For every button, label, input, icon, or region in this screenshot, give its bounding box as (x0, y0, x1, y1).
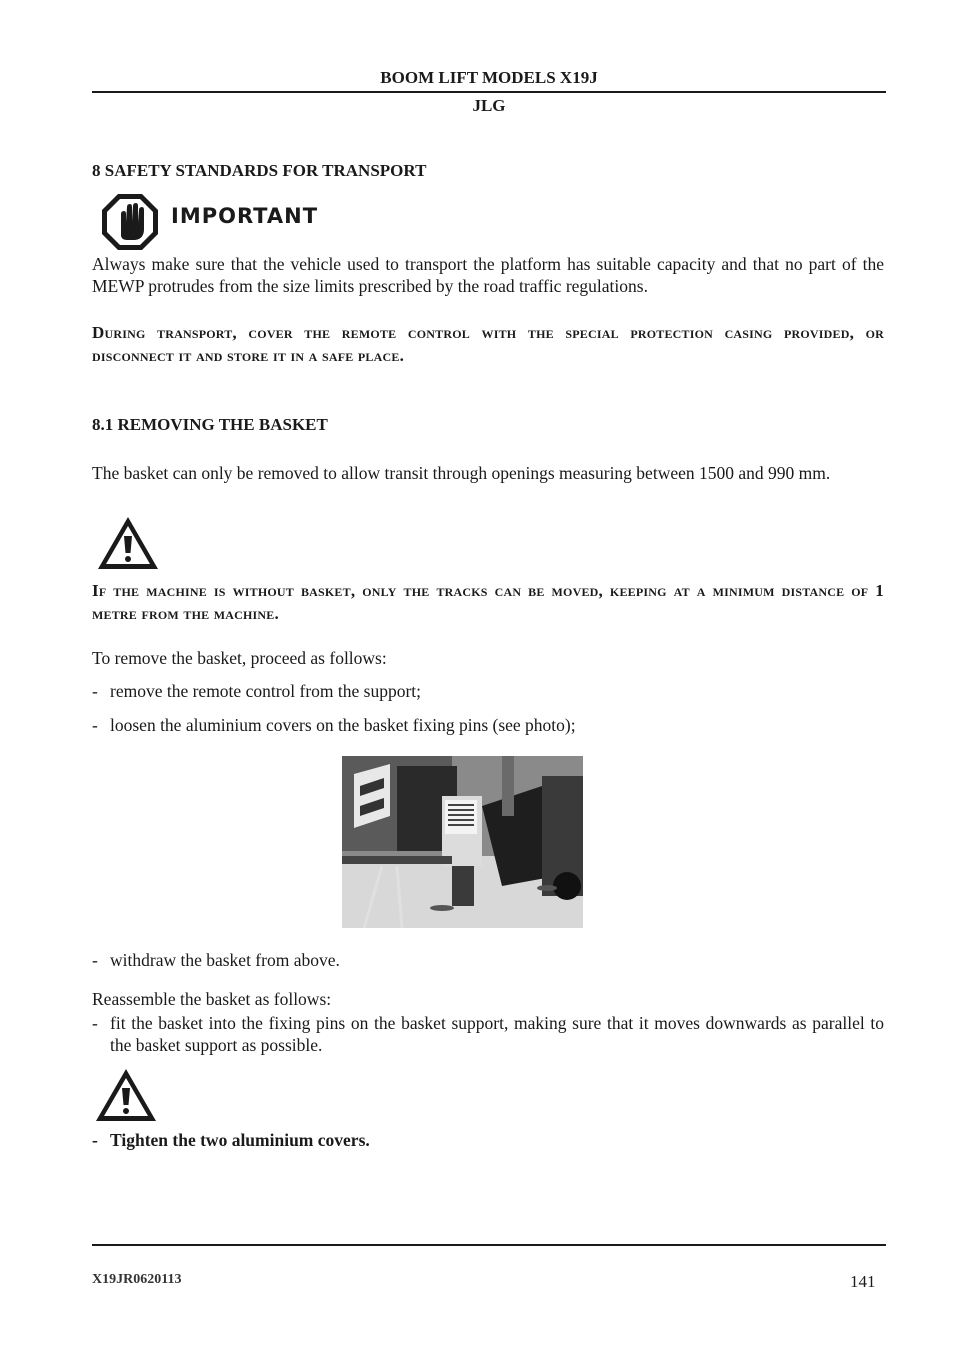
transport-notice: During transport, cover the remote control with the special protection casing provided, or disconnect it and store it in a safe place. (92, 323, 884, 365)
list-item-text: remove the remote control from the support; (110, 681, 422, 701)
basket-warning: If the machine is without basket, only the tracks can be moved, keeping at a minimum distance of 1 metre from the machine. (92, 581, 884, 623)
list-item-text: fit the basket into the fixing pins on the basket support, making sure that it moves downwards as parallel to the basket support as possible. (110, 1013, 884, 1055)
document-header-brand: JLG (472, 96, 506, 115)
footer-rule (92, 1244, 886, 1246)
list-item: - loosen the aluminium covers on the basket fixing pins (see photo); (92, 714, 884, 736)
section-heading: 8 SAFETY STANDARDS FOR TRANSPORT (92, 161, 427, 180)
header-rule (92, 91, 886, 93)
list-item-text: Tighten the two aluminium covers. (110, 1130, 370, 1150)
transport-paragraph: Always make sure that the vehicle used to transport the platform has suitable capacity and that no part of the MEWP protrudes from the size limits prescribed by the road traffic regulations. (92, 254, 884, 296)
basket-paragraph: The basket can only be removed to allow transit through openings measuring between 1500 and 990 mm. (92, 463, 831, 483)
warning-icon (96, 515, 160, 571)
page-number: 141 (850, 1272, 876, 1291)
reassemble-intro: Reassemble the basket as follows: (92, 989, 332, 1009)
list-item: - Tighten the two aluminium covers. (92, 1129, 884, 1151)
document-header-title: BOOM LIFT MODELS X19J (380, 68, 598, 87)
important-label: IMPORTANT (171, 204, 319, 228)
warning-icon (94, 1067, 158, 1123)
list-item-text: withdraw the basket from above. (110, 950, 340, 970)
stop-hand-icon (100, 192, 160, 252)
list-item: - withdraw the basket from above. (92, 949, 884, 971)
basket-support-photo (342, 756, 583, 928)
list-item-text: loosen the aluminium covers on the basket fixing pins (see photo); (110, 715, 576, 735)
removal-intro: To remove the basket, proceed as follows: (92, 648, 387, 668)
subsection-heading: 8.1 REMOVING THE BASKET (92, 415, 328, 434)
list-item: - fit the basket into the fixing pins on the basket support, making sure that it moves downwards as parallel to the basket support as possible. (92, 1013, 884, 1055)
document-code: X19JR0620113 (92, 1272, 182, 1287)
list-item: - remove the remote control from the support; (92, 680, 884, 702)
